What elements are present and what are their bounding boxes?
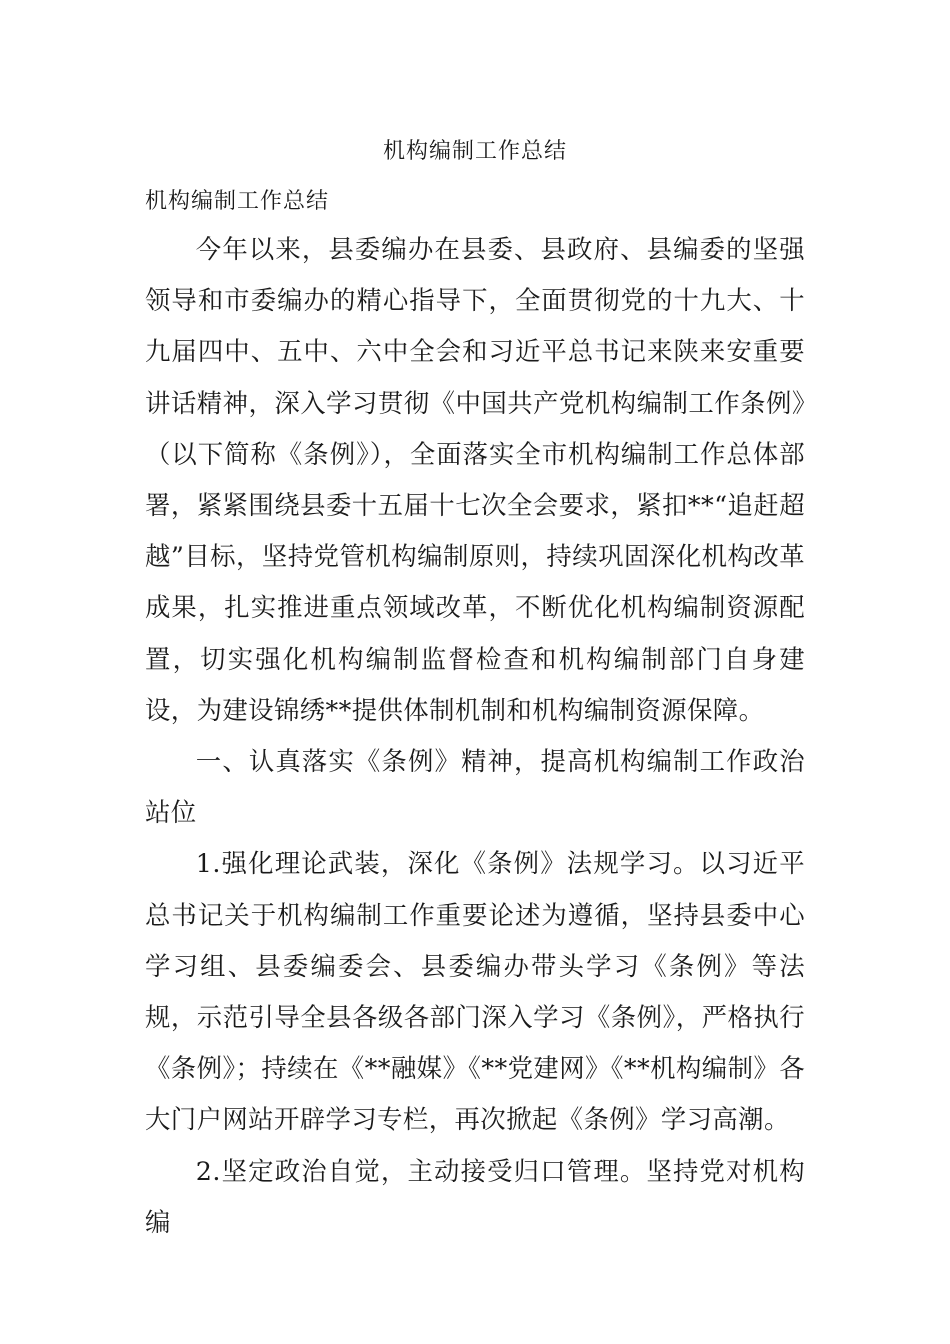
document-subtitle: 机构编制工作总结 xyxy=(145,189,330,214)
intro-paragraph: 今年以来，县委编办在县委、县政府、县编委的坚强领导和市委编办的精心指导下，全面贯彻党的十九大、十九届四中、五中、六中全会和习近平总书记来陕来安重要讲话精神，深入学习贯彻《中国共产党机构编制工作条例》（以下简称《条例》），全面落实全市机构编制工作总体部署，紧紧围绕县委十五届十七次全会要求，紧扣**“追赶超越”目标，坚持党管机构编制原则，持续巩固深化机构改革成果，扎实推进重点领域改革，不断优化机构编制资源配置，切实强化机构编制监督检查和机构编制部门自身建设，为建设锦绣**提供体制机制和机构编制资源保障。 xyxy=(145,234,805,725)
subsection-paragraph-2: 2.坚定政治自觉，主动接受归口管理。坚持党对机构编 xyxy=(145,1155,805,1237)
section-heading-1: 一、认真落实《条例》精神，提高机构编制工作政治站位 xyxy=(145,746,805,828)
document-title: 机构编制工作总结 xyxy=(382,139,567,164)
document-body xyxy=(145,224,805,1248)
subsection-paragraph-1: 1.强化理论武装，深化《条例》法规学习。以习近平总书记关于机构编制工作重要论述为遵循，坚持县委中心学习组、县委编委会、县委编办带头学习《条例》等法规，示范引导全县各级各部门深入学习《条例》，严格执行《条例》；持续在《**融媒》《**党建网》《**机构编制》各大门户网站开辟学习专栏，再次掀起《条例》学习高潮。 xyxy=(145,848,805,1135)
